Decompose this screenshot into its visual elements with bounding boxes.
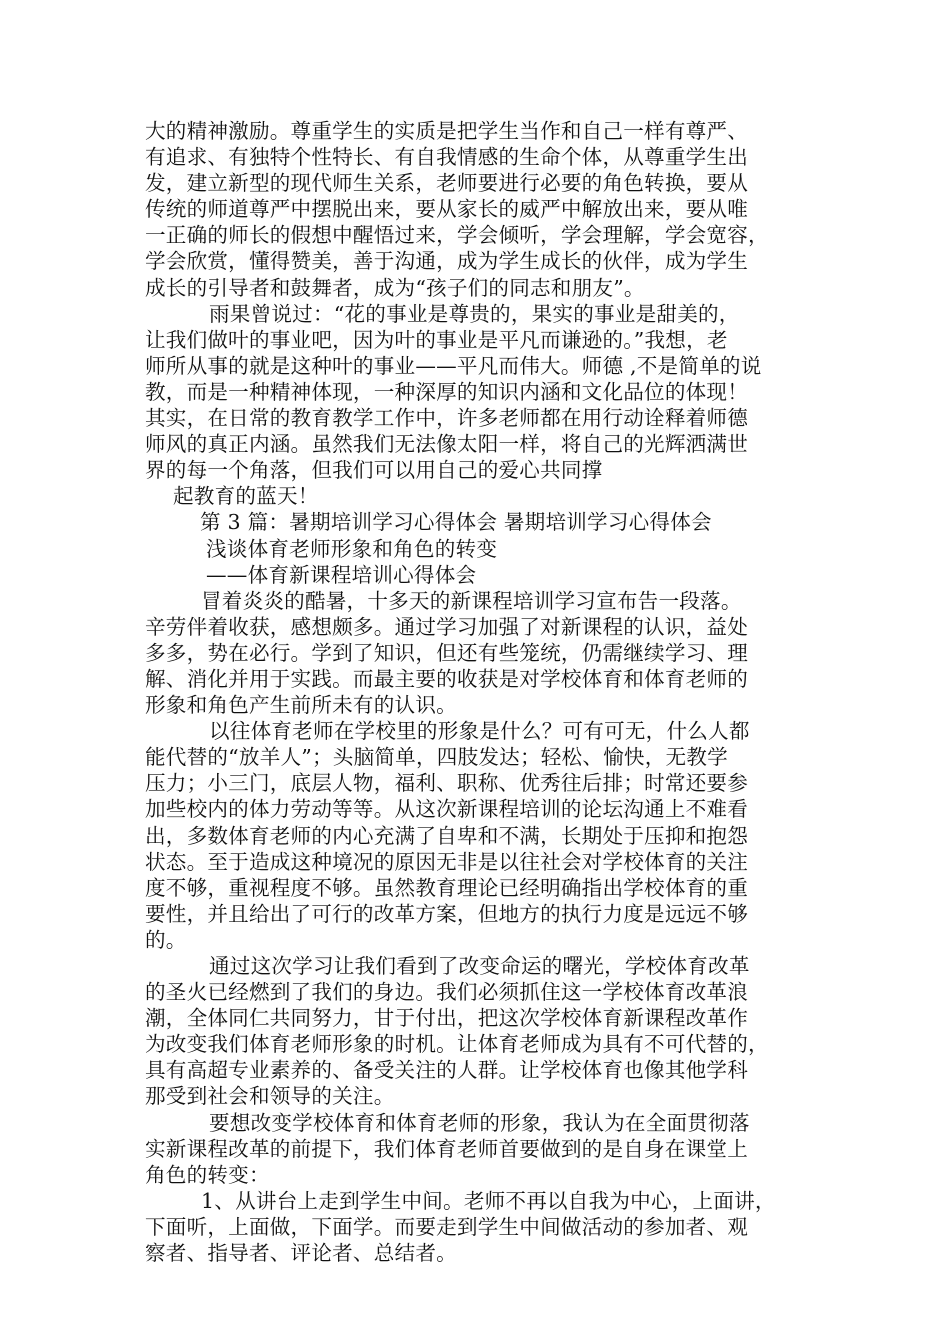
text-line: 其实，在日常的教育教学工作中，许多老师都在用行动诠释着师德 [145, 406, 749, 431]
text-line: 察者、指导者、评论者、总结者。 [145, 1241, 457, 1266]
text-line: 冒着炎炎的酷暑，十多天的新课程培训学习宣布告一段落。 [201, 588, 742, 613]
text-line: 一正确的师长的假想中醒悟过来，学会倾听，学会理解，学会宽容， [145, 223, 769, 248]
text-line: 潮，全体同仁共同努力，甘于付出，把这次学校体育新课程改革作 [145, 1006, 749, 1031]
text-line: 有追求、有独特个性特长、有自我情感的生命个体，从尊重学生出 [145, 145, 749, 170]
text-line: 雨果曾说过：“花的事业是尊贵的，果实的事业是甜美的， [209, 301, 740, 326]
text-line: 大的精神激励。尊重学生的实质是把学生当作和自己一样有尊严、 [145, 119, 749, 143]
text-line: 通过这次学习让我们看到了改变命运的曙光，学校体育改革 [209, 954, 750, 978]
text-line: 形象和角色产生前所未有的认识。 [145, 693, 457, 718]
text-line: 具有高超专业素养的、备受关注的人群。让学校体育也像其他学科 [145, 1058, 749, 1083]
text-line: 状态。至于造成这种境况的原因无非是以往社会对学校体育的关注 [145, 849, 749, 874]
text-line: 师风的真正内涵。虽然我们无法像太阳一样，将自己的光辉洒满世 [145, 432, 749, 457]
section-heading: 第 3 篇：暑期培训学习心得体会 暑期培训学习心得体会 [200, 510, 712, 535]
text-line: 起教育的蓝天！ [173, 484, 319, 509]
text-line: 界的每一个角落，但我们可以用自己的爱心共同撑 [145, 458, 603, 483]
list-item: 1、从讲台上走到学生中间。老师不再以自我为中心，上面讲， [201, 1188, 776, 1213]
text-line: 多多，势在必行。学到了知识，但还有些笼统，仍需继续学习、理 [145, 640, 749, 665]
text-line: 的圣火已经燃到了我们的身边。我们必须抓住这一学校体育改革浪 [145, 980, 749, 1005]
text-line: 辛劳伴着收获，感想颇多。通过学习加强了对新课程的认识，益处 [145, 614, 749, 639]
article-subtitle: ——体育新课程培训心得体会 [206, 562, 477, 587]
text-line: 学会欣赏，懂得赞美，善于沟通，成为学生成长的伙伴，成为学生 [145, 249, 749, 274]
text-line: 能代替的“放羊人”；头脑简单，四肢发达；轻松、愉快，无教学 [145, 745, 728, 770]
text-line: 加些校内的体力劳动等等。从这次新课程培训的论坛沟通上不难看 [145, 797, 749, 822]
text-line: 要性，并且给出了可行的改革方案，但地方的执行力度是远远不够 [145, 901, 749, 926]
text-line: 度不够，重视程度不够。虽然教育理论已经明确指出学校体育的重 [145, 875, 749, 900]
text-line: 的。 [145, 927, 187, 952]
text-line: 下面听，上面做，下面学。而要走到学生中间做活动的参加者、观 [145, 1214, 749, 1239]
text-line: 出，多数体育老师的内心充满了自卑和不满，长期处于压抑和抱怨 [145, 823, 749, 848]
document-body [145, 118, 835, 1266]
text-line: 成长的引导者和鼓舞者，成为“孩子们的同志和朋友”。 [145, 275, 645, 300]
text-line: 角色的转变： [145, 1162, 270, 1187]
text-line: 教，而是一种精神体现，一种深厚的知识内涵和文化品位的体现！ [145, 379, 749, 404]
text-line: 传统的师道尊严中摆脱出来，要从家长的威严中解放出来，要从唯 [145, 197, 749, 222]
text-line: 以往体育老师在学校里的形象是什么？可有可无，什么人都 [209, 719, 750, 744]
text-line: 师所从事的就是这种叶的事业——平凡而伟大。师德 ,不是简单的说 [145, 353, 762, 378]
text-line: 实新课程改革的前提下，我们体育老师首要做到的是自身在课堂上 [145, 1136, 749, 1161]
article-title: 浅谈体育老师形象和角色的转变 [206, 536, 498, 561]
text-line: 解、消化并用于实践。而最主要的收获是对学校体育和体育老师的 [145, 666, 749, 691]
text-line: 发，建立新型的现代师生关系，老师要进行必要的角色转换，要从 [145, 171, 749, 196]
text-line: 压力；小三门，底层人物，福利、职称、优秀往后排；时常还要参 [145, 771, 749, 796]
text-line: 那受到社会和领导的关注。 [145, 1084, 395, 1109]
text-line: 要想改变学校体育和体育老师的形象，我认为在全面贯彻落 [209, 1110, 750, 1135]
text-line: 为改变我们体育老师形象的时机。让体育老师成为具有不可代替的， [145, 1032, 769, 1057]
text-line: 让我们做叶的事业吧，因为叶的事业是平凡而谦逊的。”我想，老 [145, 327, 728, 352]
